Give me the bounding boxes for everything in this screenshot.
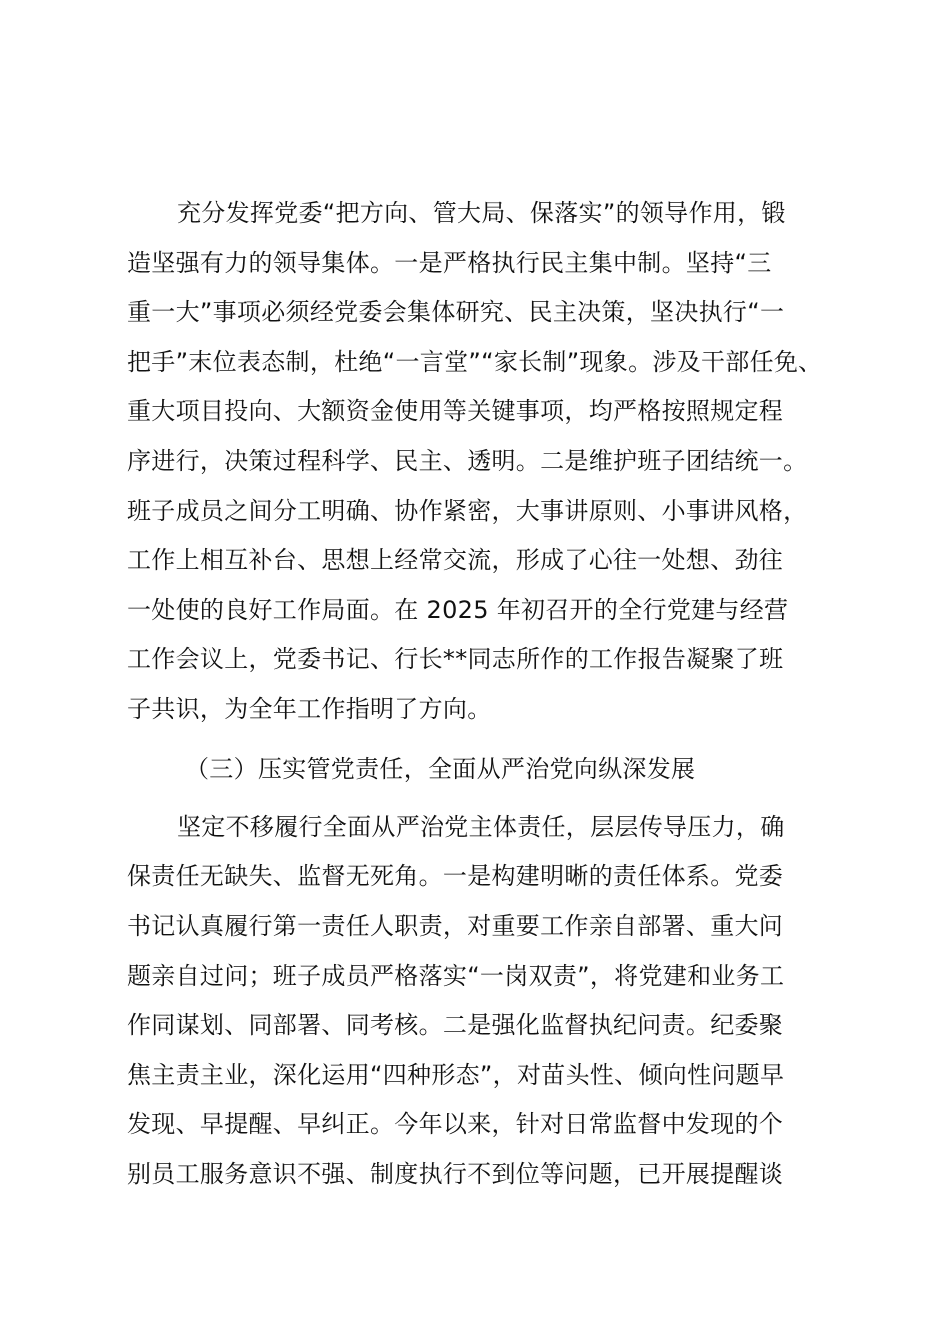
paragraph-2-line-5: 作同谋划、同部署、同考核。二是强化监督执纪问责。纪委聚 xyxy=(127,1011,784,1039)
paragraph-1-line-4: 把手”末位表态制，杜绝“一言堂”“家长制”现象。涉及干部任免、 xyxy=(127,348,823,376)
paragraph-1-line-1: 充分发挥党委“把方向、管大局、保落实”的领导作用，锻 xyxy=(177,199,786,227)
paragraph-2-line-3: 书记认真履行第一责任人职责，对重要工作亲自部署、重大问 xyxy=(127,912,784,940)
paragraph-1-line-7: 班子成员之间分工明确、协作紧密，大事讲原则、小事讲风格， xyxy=(127,497,808,525)
paragraph-1-line-11: 子共识，为全年工作指明了方向。 xyxy=(127,695,492,723)
paragraph-2-line-8: 别员工服务意识不强、制度执行不到位等问题，已开展提醒谈 xyxy=(127,1160,784,1188)
paragraph-1-line-9: 一处使的良好工作局面。在 2025 年初召开的全行党建与经营 xyxy=(127,596,789,624)
paragraph-2-line-1: 坚定不移履行全面从严治党主体责任，层层传导压力，确 xyxy=(177,813,785,841)
paragraph-1-line-10: 工作会议上，党委书记、行长**同志所作的工作报告凝聚了班 xyxy=(127,645,784,673)
section-heading: （三）压实管党责任，全面从严治党向纵深发展 xyxy=(185,755,696,783)
paragraph-1-line-5: 重大项目投向、大额资金使用等关键事项，均严格按照规定程 xyxy=(127,397,784,425)
paragraph-2-line-6: 焦主责主业，深化运用“四种形态”，对苗头性、倾向性问题早 xyxy=(127,1061,785,1089)
paragraph-1-line-6: 序进行，决策过程科学、民主、透明。二是维护班子团结统一。 xyxy=(127,447,808,475)
paragraph-1-line-8: 工作上相互补台、思想上经常交流，形成了心往一处想、劲往 xyxy=(127,546,784,574)
paragraph-1-line-3: 重一大”事项必须经党委会集体研究、民主决策，坚决执行“一 xyxy=(127,298,785,326)
paragraph-1-line-2: 造坚强有力的领导集体。一是严格执行民主集中制。坚持“三 xyxy=(127,249,772,277)
paragraph-2-line-2: 保责任无缺失、监督无死角。一是构建明晰的责任体系。党委 xyxy=(127,862,784,890)
paragraph-2-line-7: 发现、早提醒、早纠正。今年以来，针对日常监督中发现的个 xyxy=(127,1110,784,1138)
paragraph-2-line-4: 题亲自过问；班子成员严格落实“一岗双责”，将党建和业务工 xyxy=(127,962,785,990)
